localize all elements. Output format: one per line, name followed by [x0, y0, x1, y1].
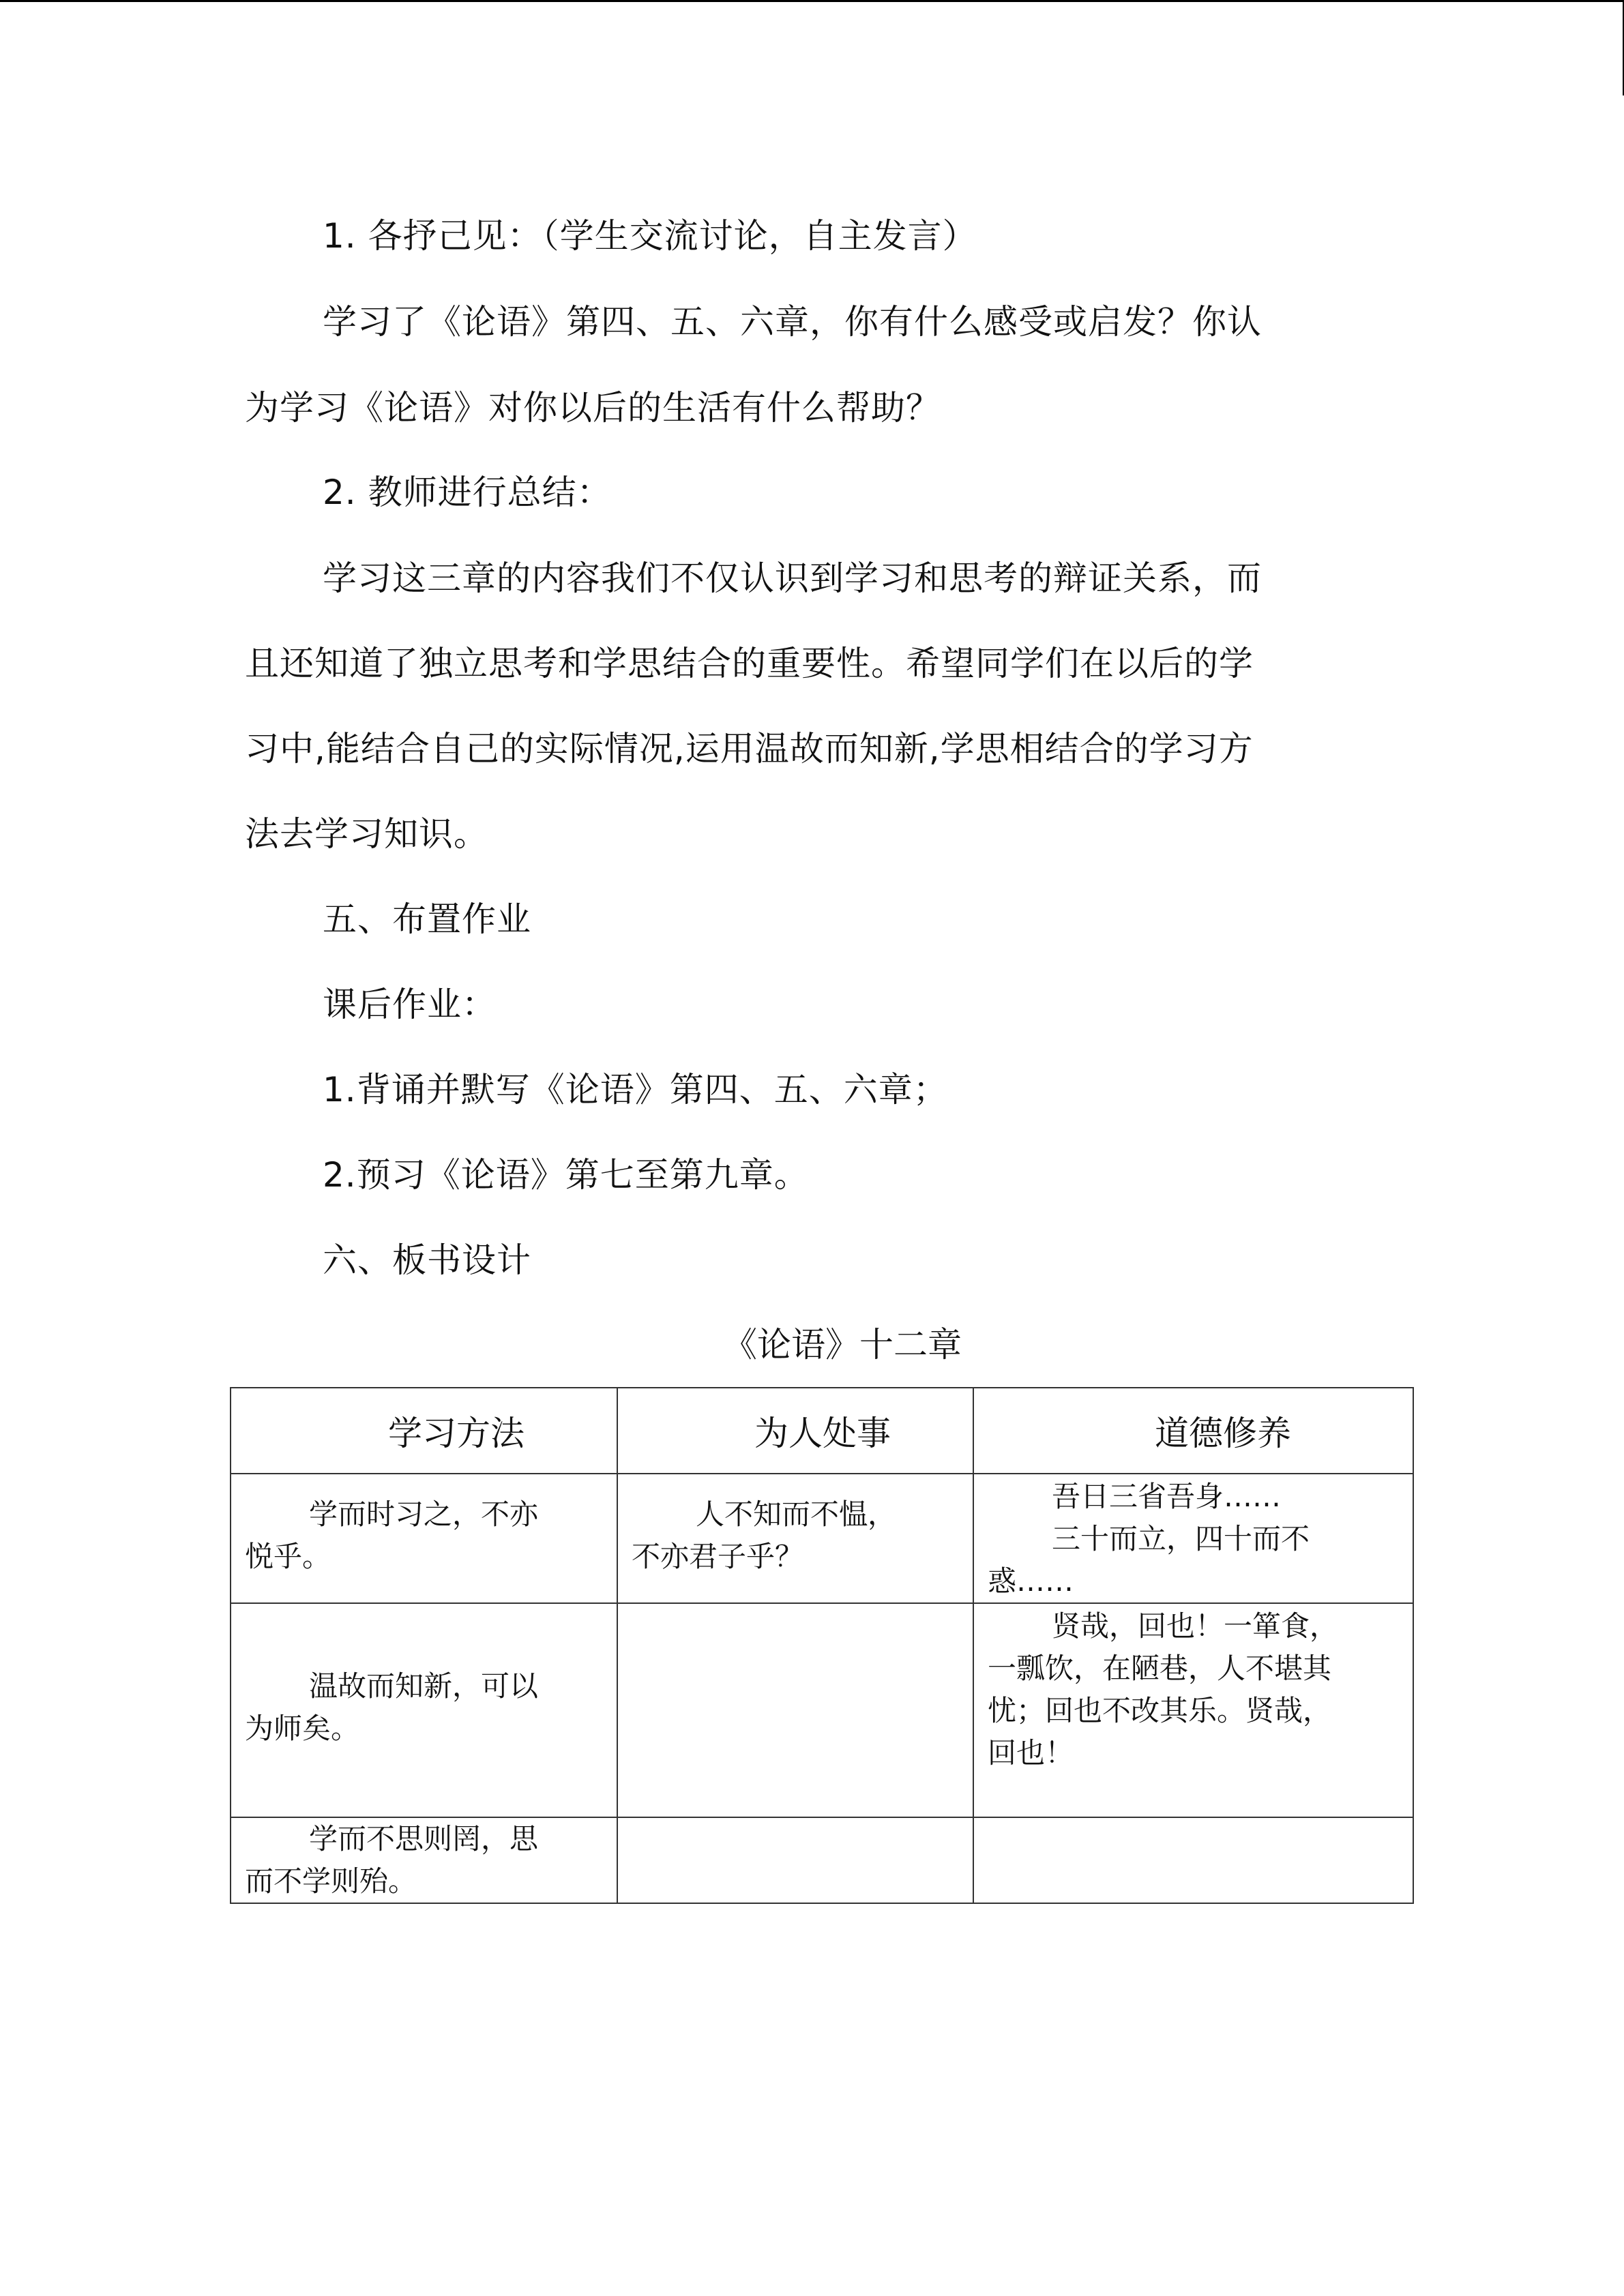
table-header-row — [231, 1388, 1413, 1474]
table-cell — [973, 1603, 1413, 1817]
cell-text-line: 一瓢饮，在陋巷，人不堪其 — [988, 1652, 1332, 1685]
page-top-border — [0, 0, 1624, 2]
paragraph-question-line-2: 为学习《论语》对你以后的生活有什么帮助？ — [245, 388, 941, 428]
table-cell — [973, 1474, 1413, 1603]
paragraph-question-line-1: 学习了《论语》第四、五、六章，你有什么感受或启发？你认 — [323, 302, 1262, 342]
cell-text-line: 而不学则殆。 — [245, 1864, 417, 1898]
table-header-learning-method: 学习方法 — [231, 1388, 617, 1474]
table-cell — [231, 1603, 617, 1817]
homework-label: 课后作业： — [323, 985, 497, 1024]
paragraph-summary-line-3: 习中,能结合自己的实际情况,运用温故而知新,学思相结合的学习方 — [245, 729, 1254, 769]
table-cell — [231, 1474, 617, 1603]
paragraph-summary-line-2: 且还知道了独立思考和学思结合的重要性。希望同学们在以后的学 — [245, 644, 1254, 683]
board-title: 《论语》十二章 — [723, 1325, 962, 1365]
table-cell-empty — [617, 1603, 973, 1817]
cell-text-line: 三十而立，四十而不 — [1052, 1522, 1310, 1555]
table-header-conduct: 为人处事 — [617, 1388, 973, 1474]
table-cell — [231, 1817, 617, 1903]
paragraph-summary-line-1: 学习这三章的内容我们不仅认识到学习和思考的辩证关系，而 — [323, 558, 1262, 598]
cell-text-line: 吾日三省吾身…… — [1052, 1480, 1282, 1513]
table-cell-empty — [617, 1817, 973, 1903]
section-heading-board-design: 六、板书设计 — [323, 1240, 531, 1280]
paragraph-discussion-heading: 1. 各抒己见：（学生交流讨论，自主发言） — [323, 216, 977, 256]
cell-text-line: 为师矣。 — [245, 1712, 360, 1745]
cell-text-line: 回也！ — [988, 1736, 1074, 1770]
cell-text-line: 悦乎。 — [245, 1540, 331, 1573]
paragraph-summary-line-4: 法去学习知识。 — [245, 814, 488, 854]
table-row — [231, 1603, 1413, 1817]
cell-text-line: 人不知而不愠， — [696, 1497, 897, 1531]
paragraph-summary-heading: 2. 教师进行总结： — [323, 473, 612, 512]
cell-text-line: 忧；回也不改其乐。贤哉， — [988, 1694, 1332, 1727]
cell-text-line: 惑…… — [988, 1564, 1074, 1598]
table-cell-empty — [973, 1817, 1413, 1903]
homework-item-2: 2.预习《论语》第七至第九章。 — [323, 1155, 809, 1195]
table-header-morality: 道德修养 — [973, 1388, 1413, 1474]
board-design-table — [230, 1387, 1414, 1904]
cell-text-line: 不亦君子乎？ — [632, 1540, 804, 1573]
table-row — [231, 1474, 1413, 1603]
section-heading-homework: 五、布置作业 — [323, 899, 531, 939]
table-cell — [617, 1474, 973, 1603]
cell-text-line: 贤哉，回也！一箪食， — [1052, 1609, 1339, 1643]
cell-text-line: 温故而知新，可以 — [309, 1669, 539, 1703]
table-row — [231, 1817, 1413, 1903]
cell-text-line: 学而不思则罔，思 — [309, 1822, 539, 1855]
cell-text-line: 学而时习之，不亦 — [309, 1497, 539, 1531]
homework-item-1: 1.背诵并默写《论语》第四、五、六章； — [323, 1070, 948, 1109]
